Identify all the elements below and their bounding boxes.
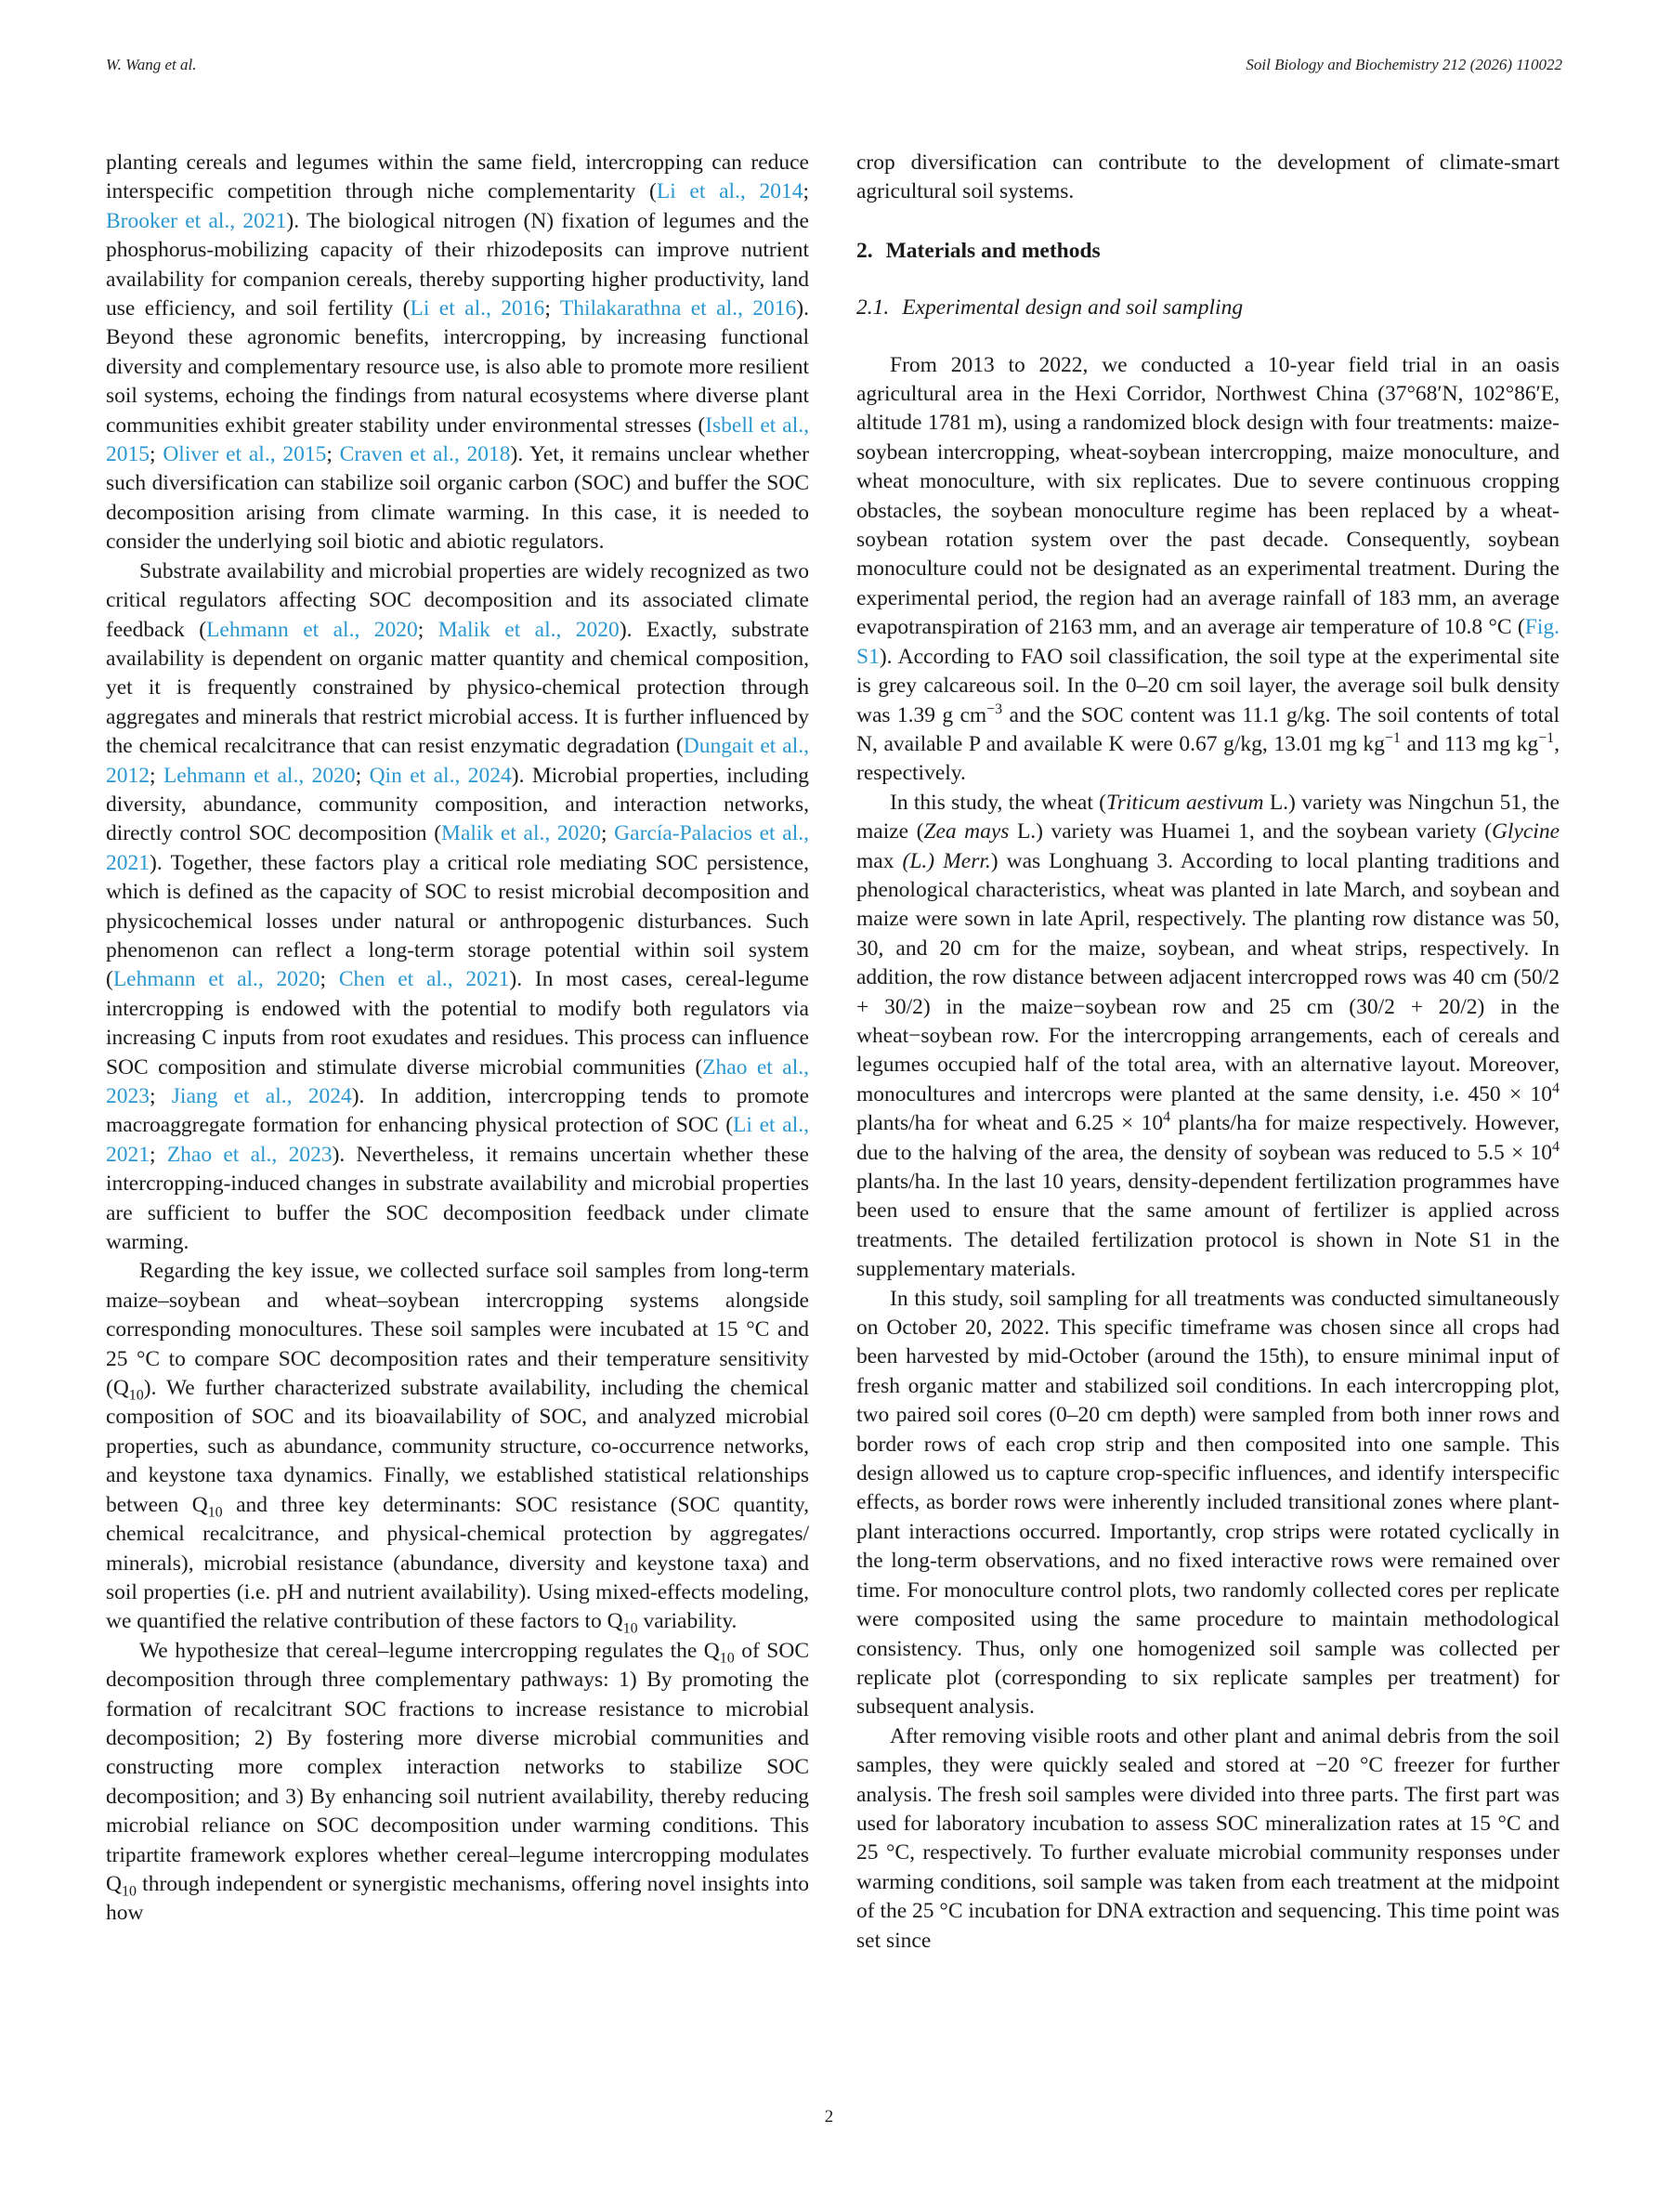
paragraph-regulators: Substrate availability and microbial properties are widely recognized as two critical regulators affecting SOC decomposition and its associated climate feedback (Lehmann et al., 2020; Malik et al., 2020). Exactly, substrate availability is dependent on organic matter quantity and chemical composition, yet it is frequently constrained by physico-chemical protection through aggregates and minerals that restrict microbial access. It is further influenced by the chemical recalcitrance that can resist enzymatic degradation (Dungait et al., 2012; Lehmann et al., 2020; Qin et al., 2024). Microbial properties, including diversity, abundance, community composition, and interaction networks, directly control SOC decomposition (Malik et al., 2020; García-Palacios et al., 2021). Together, these factors play a critical role mediating SOC persistence, which is defined as the capacity of SOC to resist microbial decomposition and physicochemical losses under natural or anthropogenic disturbances. Such phenomenon can reflect a long-term storage potential within soil system (Lehmann et al., 2020; Chen et al., 2021). In most cases, cereal-legume intercropping is endowed with the potential to modify both regulators via increasing C inputs from root exudates and residues. This process can influence SOC composition and stimulate diverse microbial communities (Zhao et al., 2023; Jiang et al., 2024). In addition, intercropping tends to promote macroaggregate formation for enhancing physical protection of SOC (Li et al., 2021; Zhao et al., 2023). Nevertheless, it remains uncertain whether these intercropping-induced changes in substrate availability and microbial properties are sufficient to buffer the SOC decomposition feedback under climate warming. (106, 558, 810, 1255)
citation-link[interactable]: Li et al., 2021 (106, 1113, 809, 1167)
citation-link[interactable]: Qin et al., 2024 (369, 763, 512, 788)
left-column (106, 149, 809, 1929)
citation-link[interactable]: Li et al., 2016 (410, 296, 545, 321)
citation-link[interactable]: Lehmann et al., 2020 (163, 763, 356, 788)
citation-link[interactable]: Brooker et al., 2021 (106, 208, 287, 233)
citation-link[interactable]: Isbell et al., 2015 (106, 412, 809, 467)
citation-link[interactable]: Thilakarathna et al., 2016 (559, 296, 797, 321)
citation-link[interactable]: Lehmann et al., 2020 (112, 967, 320, 992)
citation-link[interactable]: Craven et al., 2018 (339, 442, 511, 467)
paragraph-hypothesis: We hypothesize that cereal–legume intercropping regulates the $Q_{10}$ of SOC decomposition through three complementary pathways: 1) By promoting the formation of recalcitrant SOC fractions to increase resistance to microbial decomposition; 2) By fostering more diverse microbial communities and constructing more complex interaction networks to stabilize SOC decomposition; and 3) By enhancing soil nutrient availability, thereby reducing microbial reliance on SOC decomposition under warming conditions. This tripartite framework explores whether cereal–legume intercropping modulates $Q_{10}$ through independent or synergistic mechanisms, offering novel insights into how (106, 1638, 809, 1926)
paragraph-crop-varieties: In this study, the wheat (Triticum aestivum L.) variety was Ningchun 51, the maize (Zea mays L.) variety was Huamei 1, and the soybean variety (Glycine max (L.) Merr.) was Longhuang 3. According to local planting traditions and phenological characteristics, wheat was planted in late March, and soybean and maize were sown in late April, respectively. The planting row distance was 50, 30, and 20 cm for the maize, soybean, and wheat strips, respectively. In addition, the row distance between adjacent intercropped rows was 40 cm (50/2 + 30/2) in the maize−soybean row and 25 cm (30/2 + 20/2) in the wheat−soybean row. For the intercropping arrangements, each of cereals and legumes occupied half of the total area, with an alternative layout. Moreover, monocultures and intercrops were planted at the same density, i.e. $450 \times 10^4$ plants/ha for wheat and $6.25 \times 10^4$ plants/ha for maize respectively. However, due to the halving of the area, the density of soybean was reduced to $5.5 \times 10^4$ plants/ha. In the last 10 years, density-dependent fertilization programmes have been used to ensure that the same amount of fertilizer is applied across treatments. The detailed fertilization protocol is shown in Note S1 in the supplementary materials. (856, 790, 1560, 1282)
citation-link[interactable]: Lehmann et al., 2020 (206, 617, 418, 642)
citation-link[interactable]: Malik et al., 2020 (441, 821, 601, 846)
citation-link[interactable]: Zhao et al., 2023 (166, 1142, 333, 1167)
paragraph-intro-continued: planting cereals and legumes within the same field, intercropping can reduce interspecific competition through niche complementarity (Li et al., 2014; Brooker et al., 2021). The biological nitrogen (N) fixation of legumes and the phosphorus-mobilizing capacity of their rhizodeposits can improve nutrient availability for companion cereals, thereby supporting higher productivity, land use efficiency, and soil fertility (Li et al., 2016; Thilakarathna et al., 2016). Beyond these agronomic benefits, intercropping, by increasing functional diversity and complementary resource use, is also able to promote more resilient soil systems, echoing the findings from natural ecosystems where diverse plant communities exhibit greater stability under environmental stresses (Isbell et al., 2015; Oliver et al., 2015; Craven et al., 2018). Yet, it remains unclear whether such diversification can stabilize soil organic carbon (SOC) and buffer the SOC decomposition arising from climate warming. In this case, it is needed to consider the underlying soil biotic and abiotic regulators. (106, 151, 810, 555)
paragraph-intro-end: crop diversification can contribute to the development of climate-smart agricultural soil systems. (856, 151, 1560, 204)
running-head-journal: Soil Biology and Biochemistry 212 (2026) 110022 (1246, 56, 1562, 73)
citation-link[interactable]: García-Palacios et al., 2021 (106, 821, 809, 875)
citation-link[interactable]: Oliver et al., 2015 (163, 442, 327, 467)
citation-link[interactable]: Li et al., 2014 (656, 179, 803, 204)
citation-link[interactable]: Chen et al., 2021 (338, 967, 510, 992)
subsection-heading: 2.1. Experimental design and soil sampling (856, 295, 1244, 321)
citation-link[interactable]: Jiang et al., 2024 (171, 1084, 352, 1108)
citation-link[interactable]: Malik et al., 2020 (437, 617, 620, 642)
right-column (856, 149, 1560, 1956)
citation-link[interactable]: Dungait et al., 2012 (106, 734, 809, 788)
citation-link[interactable]: Zhao et al., 2023 (106, 1054, 809, 1108)
paragraph-soil-sampling: In this study, soil sampling for all treatments was conducted simultaneously on October 20, 2022. This specific timeframe was chosen since all crops had been harvested by mid-October (around the 15th), to ensure minimal input of fresh organic matter and stabilized soil conditions. In each intercropping plot, two paired soil cores (0–20 cm depth) were sampled from both inner rows and border rows of each crop strip and then composited into one sample. This design allowed us to capture crop-specific influences, and identify interspecific effects, as border rows were inherently included transitional zones where plant-plant interactions occurred. Importantly, crop strips were rotated cyclically in the long-term observations, and no fixed interactive rows were remained over time. For monoculture control plots, two randomly collected cores per replicate were composited using the same procedure to maintain methodological consistency. Thus, only one homogenized soil sample was collected per replicate plot (corresponding to six replicate samples per treatment) for subsequent analysis. (856, 1286, 1560, 1720)
figure-link[interactable]: Fig. S1 (856, 615, 1560, 669)
running-head-authors: W. Wang et al. (106, 56, 197, 73)
paragraph-site-description: From 2013 to 2022, we conducted a 10-year field trial in an oasis agricultural area in the Hexi Corridor, Northwest China (37°68′N, 102°86′E, altitude 1781 m), using a randomized block design with four treatments: maize-soybean intercropping, wheat-soybean intercropping, maize monoculture, and wheat monoculture, with six replicates. Due to severe continuous cropping obstacles, the soybean monoculture regime has been replaced by a wheat-soybean rotation system over the past decade. Consequently, soybean monoculture could not be designated as an experimental treatment. During the experimental period, the region had an average rainfall of 183 mm, an average evapotranspiration of 2163 mm, and an average air temperature of 10.8 °C (Fig. S1). According to FAO soil classification, the soil type at the experimental site is grey calcareous soil. In the 0–20 cm soil layer, the average soil bulk density was 1.39 g $cm^{-3}$ and the SOC content was 11.1 g/kg. The soil contents of total N, available P and available K were 0.67 g/kg, 13.01 mg $kg^{-1}$ and 113 mg $kg^{-1}$, respectively. (856, 352, 1560, 786)
paragraph-study-approach: Regarding the key issue, we collected surface soil samples from long-term maize–soybean and wheat–soybean intercropping systems alongside corresponding monocultures. These soil samples were incubated at 15 °C and 25 °C to compare SOC decomposition rates and their temperature sensitivity $(Q_{10})$. We further characterized substrate availability, including the chemical composition of SOC and its bioavailability of SOC, and analyzed microbial properties, such as abundance, community structure, co-occurrence networks, and keystone taxa dynamics. Finally, we established statistical relationships between $Q_{10}$ and three key determinants: SOC resistance (SOC quantity, chemical recalcitrance, and physical-chemical protection by aggregates/ minerals), microbial resistance (abundance, diversity and keystone taxa) and soil properties (i.e. pH and nutrient availability). Using mixed-effects modeling, we quantified the relative contribution of these factors to $Q_{10}$ variability. (106, 1259, 809, 1637)
page-number: 2 (824, 2107, 834, 2127)
paragraph-sample-processing: After removing visible roots and other plant and animal debris from the soil samples, they were quickly sealed and stored at −20 °C freezer for further analysis. The fresh soil samples were divided into three parts. The first part was used for laboratory incubation to assess SOC mineralization rates at 15 °C and 25 °C, respectively. To further evaluate microbial community responses under warming conditions, soil sample was taken from each treatment at the midpoint of the 25 °C incubation for DNA extraction and sequencing. This time point was set since (856, 1723, 1560, 1953)
section-heading: 2. Materials and methods (856, 238, 1101, 263)
